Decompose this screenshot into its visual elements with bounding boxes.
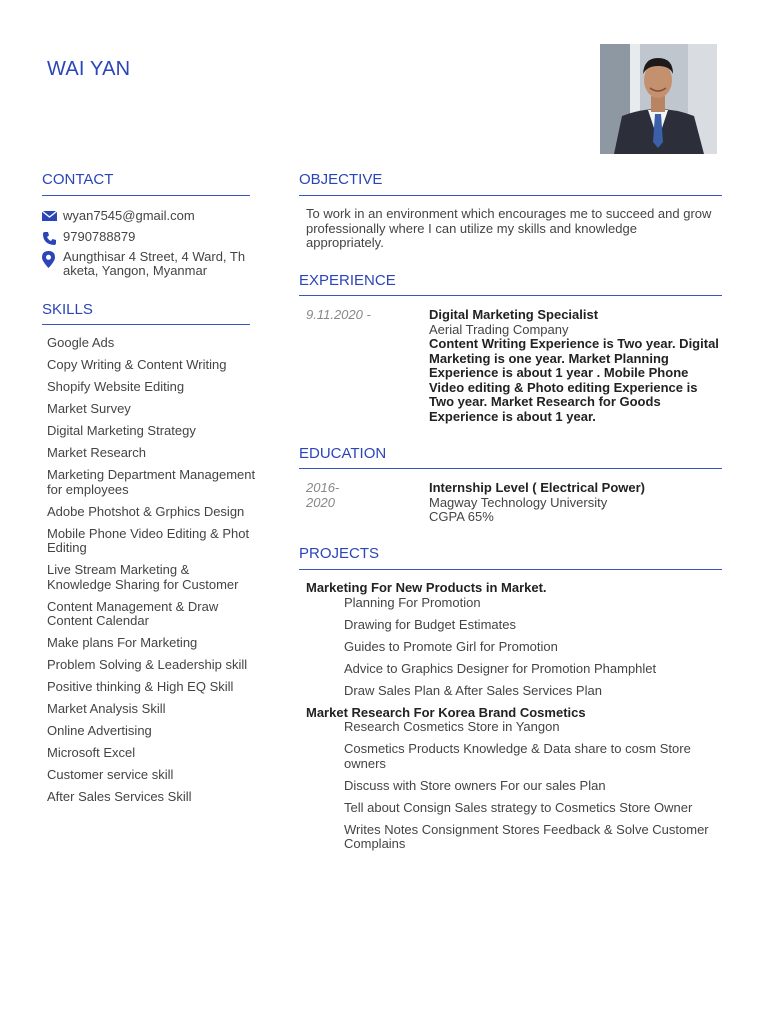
project-task: Drawing for Budget Estimates — [344, 616, 516, 632]
envelope-icon — [42, 209, 63, 222]
project-title: Marketing For New Products in Market. — [306, 580, 547, 595]
education-date: 2016- 2020 — [306, 480, 340, 510]
project-task: Advice to Graphics Designer for Promotion Phamphlet — [344, 660, 657, 676]
skill-item: Make plans For Marketing — [47, 635, 198, 650]
skill-item: Shopify Website Editing — [47, 379, 185, 394]
project-task: Planning For Promotion — [344, 594, 481, 610]
project-task-list — [306, 720, 722, 852]
project-group — [306, 581, 722, 698]
skills-heading: SKILLS — [42, 301, 93, 318]
skill-item: After Sales Services Skill — [47, 789, 192, 804]
skill-item: Copy Writing & Content Writing — [47, 357, 227, 372]
experience-date: 9.11.2020 - — [306, 307, 371, 322]
project-title: Market Research For Korea Brand Cosmetics — [306, 704, 586, 720]
skill-item: Problem Solving & Leadership skill — [47, 657, 248, 672]
phone-icon — [42, 230, 63, 246]
project-task: Tell about Consign Sales strategy to Cosmetics Store Owner — [344, 799, 693, 815]
contact-divider — [42, 195, 250, 196]
skill-item: Live Stream Marketing & Knowledge Sharing for Customer — [47, 562, 239, 592]
contact-heading: CONTACT — [42, 171, 114, 188]
education-entry — [429, 481, 721, 525]
project-task: Discuss with Store owners For our sales Plan — [344, 777, 606, 793]
project-task: Draw Sales Plan & After Sales Services Plan — [344, 682, 602, 698]
projects-divider — [299, 569, 722, 570]
skills-divider — [42, 324, 250, 325]
contact-phone-row — [42, 230, 253, 246]
skill-item: Marketing Department Management for employees — [47, 467, 256, 497]
candidate-name: WAI YAN — [47, 58, 131, 80]
experience-divider — [299, 295, 722, 296]
skill-item: Digital Marketing Strategy — [47, 423, 196, 438]
skill-item: Mobile Phone Video Editing & Phot Editing — [47, 525, 250, 555]
education-degree: Internship Level ( Electrical Power) — [429, 480, 646, 495]
skills-list — [47, 336, 257, 812]
project-task: Guides to Promote Girl for Promotion — [344, 638, 558, 654]
project-task: Research Cosmetics Store in Yangon — [344, 719, 560, 734]
skill-item: Online Advertising — [47, 723, 152, 738]
project-task: Cosmetics Products Knowledge & Data share to cosm Store owners — [344, 741, 691, 771]
project-group — [306, 706, 722, 852]
skill-item: Positive thinking & High EQ Skill — [47, 679, 234, 694]
skill-item: Market Analysis Skill — [47, 701, 166, 716]
objective-divider — [299, 195, 722, 196]
skill-item: Content Management & Draw Content Calendar — [47, 598, 219, 628]
skill-item: Market Research — [47, 445, 146, 460]
location-pin-icon — [42, 250, 63, 268]
education-school: Magway Technology University — [429, 494, 608, 510]
contact-address-row — [42, 250, 253, 278]
education-divider — [299, 468, 722, 469]
profile-photo — [600, 44, 717, 154]
skill-item: Microsoft Excel — [47, 745, 136, 760]
contact-email[interactable]: wyan7545@gmail.com — [63, 208, 195, 223]
objective-heading: OBJECTIVE — [299, 171, 383, 188]
experience-company: Aerial Trading Company — [429, 321, 569, 337]
contact-phone[interactable]: 9790788879 — [63, 229, 136, 244]
project-task-list — [306, 596, 722, 699]
project-task: Writes Notes Consignment Stores Feedback & Solve Customer Complains — [344, 821, 709, 851]
experience-heading: EXPERIENCE — [299, 272, 396, 289]
experience-description: Content Writing Experience is Two year. Digital Marketing is one year. Market Planning Experience is about 1 year . Mobile Phone Video editing & Photo editing Experience is Two year. Market Research for Goods Experience is about 1 year. — [429, 336, 719, 424]
experience-role: Digital Marketing Specialist — [429, 307, 599, 322]
skill-item: Customer service skill — [47, 767, 174, 782]
education-heading: EDUCATION — [299, 445, 387, 462]
experience-entry — [429, 308, 721, 424]
skill-item: Google Ads — [47, 335, 115, 350]
education-grade: CGPA 65% — [429, 509, 494, 524]
contact-address: Aungthisar 4 Street, 4 Ward, Th aketa, Yangon, Myanmar — [63, 249, 246, 278]
contact-email-row — [42, 209, 253, 223]
projects-list — [306, 581, 722, 859]
objective-text: To work in an environment which encourages me to succeed and grow professionally where I can utilize my skills and knowledge appropriately. — [306, 206, 712, 250]
skill-item: Adobe Photshot & Grphics Design — [47, 503, 245, 519]
skill-item: Market Survey — [47, 401, 131, 416]
projects-heading: PROJECTS — [299, 545, 380, 562]
